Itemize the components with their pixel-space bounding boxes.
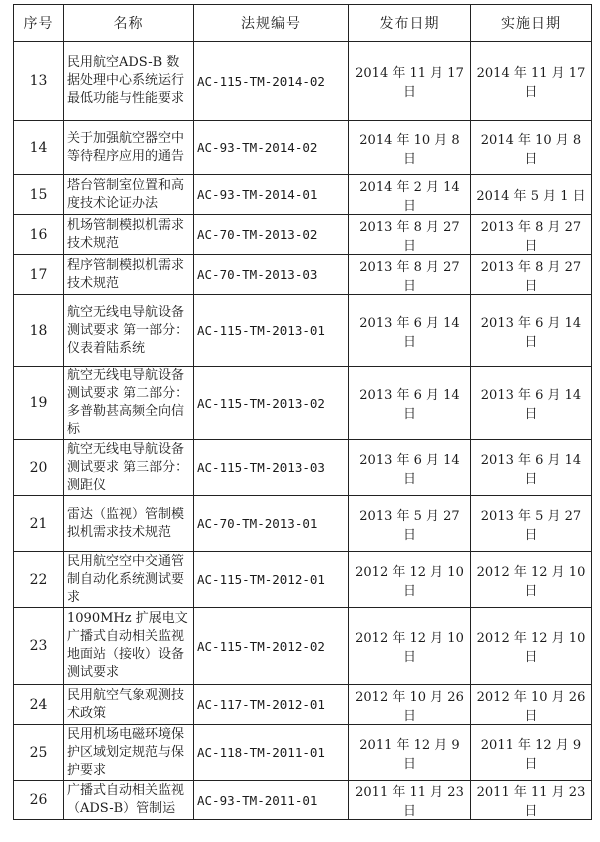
cell-code: AC-115-TM-2012-02 (194, 608, 349, 685)
cell-name: 民用航空ADS-B 数据处理中心系统运行最低功能与性能要求 (64, 42, 194, 121)
cell-seq: 21 (14, 496, 64, 552)
table-row (14, 295, 592, 367)
cell-publish-date: 2012 年 10 月 26 日 (349, 685, 471, 725)
cell-seq: 26 (14, 781, 64, 820)
cell-code: AC-93-TM-2014-01 (194, 175, 349, 215)
cell-name: 航空无线电导航设备测试要求 第二部分：多普勒甚高频全向信标 (64, 367, 194, 440)
cell-effective-date: 2013 年 6 月 14 日 (471, 440, 592, 496)
header-effective-date: 实施日期 (471, 5, 592, 42)
header-name: 名称 (64, 5, 194, 42)
table-row (14, 367, 592, 440)
cell-name: 航空无线电导航设备测试要求 第一部分：仪表着陆系统 (64, 295, 194, 367)
cell-name: 机场管制模拟机需求技术规范 (64, 215, 194, 255)
cell-code: AC-115-TM-2013-01 (194, 295, 349, 367)
table-row (14, 552, 592, 608)
header-publish-date: 发布日期 (349, 5, 471, 42)
cell-effective-date: 2012 年 12 月 10 日 (471, 552, 592, 608)
header-seq: 序号 (14, 5, 64, 42)
table-row (14, 175, 592, 215)
cell-code: AC-115-TM-2013-02 (194, 367, 349, 440)
table-row (14, 685, 592, 725)
table-row (14, 440, 592, 496)
cell-code: AC-93-TM-2014-02 (194, 121, 349, 175)
cell-code: AC-118-TM-2011-01 (194, 725, 349, 781)
cell-publish-date: 2012 年 12 月 10 日 (349, 608, 471, 685)
cell-publish-date: 2013 年 6 月 14 日 (349, 440, 471, 496)
cell-name: 广播式自动相关监视（ADS-B）管制运 (64, 781, 194, 820)
cell-name: 塔台管制室位置和高度技术论证办法 (64, 175, 194, 215)
cell-effective-date: 2013 年 5 月 27 日 (471, 496, 592, 552)
cell-effective-date: 2013 年 6 月 14 日 (471, 295, 592, 367)
cell-name: 程序管制模拟机需求技术规范 (64, 255, 194, 295)
cell-name: 雷达（监视）管制模拟机需求技术规范 (64, 496, 194, 552)
cell-publish-date: 2013 年 8 月 27 日 (349, 215, 471, 255)
table-row (14, 255, 592, 295)
cell-name: 1090MHz 扩展电文广播式自动相关监视地面站（接收）设备测试要求 (64, 608, 194, 685)
cell-effective-date: 2013 年 6 月 14 日 (471, 367, 592, 440)
cell-publish-date: 2014 年 11 月 17 日 (349, 42, 471, 121)
table-row (14, 608, 592, 685)
cell-code: AC-70-TM-2013-03 (194, 255, 349, 295)
cell-effective-date: 2014 年 10 月 8 日 (471, 121, 592, 175)
table-row (14, 121, 592, 175)
cell-seq: 22 (14, 552, 64, 608)
cell-publish-date: 2012 年 12 月 10 日 (349, 552, 471, 608)
cell-seq: 19 (14, 367, 64, 440)
cell-seq: 13 (14, 42, 64, 121)
table-row (14, 215, 592, 255)
cell-code: AC-115-TM-2013-03 (194, 440, 349, 496)
cell-publish-date: 2011 年 11 月 23 日 (349, 781, 471, 820)
cell-effective-date: 2012 年 12 月 10 日 (471, 608, 592, 685)
regulations-table (13, 4, 592, 820)
table-row (14, 781, 592, 820)
cell-seq: 16 (14, 215, 64, 255)
table-row (14, 496, 592, 552)
cell-code: AC-70-TM-2013-02 (194, 215, 349, 255)
cell-seq: 23 (14, 608, 64, 685)
cell-effective-date: 2014 年 5 月 1 日 (471, 175, 592, 215)
cell-name: 航空无线电导航设备测试要求 第三部分：测距仪 (64, 440, 194, 496)
cell-effective-date: 2011 年 11 月 23 日 (471, 781, 592, 820)
cell-publish-date: 2014 年 10 月 8 日 (349, 121, 471, 175)
cell-effective-date: 2013 年 8 月 27 日 (471, 215, 592, 255)
cell-name: 民用机场电磁环境保护区域划定规范与保护要求 (64, 725, 194, 781)
cell-code: AC-93-TM-2011-01 (194, 781, 349, 820)
cell-code: AC-115-TM-2012-01 (194, 552, 349, 608)
cell-seq: 25 (14, 725, 64, 781)
cell-code: AC-115-TM-2014-02 (194, 42, 349, 121)
header-code: 法规编号 (194, 5, 349, 42)
cell-code: AC-117-TM-2012-01 (194, 685, 349, 725)
cell-seq: 24 (14, 685, 64, 725)
cell-publish-date: 2014 年 2 月 14 日 (349, 175, 471, 215)
table-row (14, 725, 592, 781)
cell-seq: 14 (14, 121, 64, 175)
cell-seq: 18 (14, 295, 64, 367)
cell-publish-date: 2013 年 6 月 14 日 (349, 367, 471, 440)
cell-name: 关于加强航空器空中等待程序应用的通告 (64, 121, 194, 175)
cell-publish-date: 2011 年 12 月 9 日 (349, 725, 471, 781)
table-header-row (14, 5, 592, 42)
cell-code: AC-70-TM-2013-01 (194, 496, 349, 552)
cell-name: 民用航空空中交通管制自动化系统测试要求 (64, 552, 194, 608)
cell-publish-date: 2013 年 8 月 27 日 (349, 255, 471, 295)
cell-seq: 20 (14, 440, 64, 496)
cell-name: 民用航空气象观测技术政策 (64, 685, 194, 725)
cell-effective-date: 2013 年 8 月 27 日 (471, 255, 592, 295)
cell-effective-date: 2011 年 12 月 9 日 (471, 725, 592, 781)
cell-seq: 15 (14, 175, 64, 215)
cell-seq: 17 (14, 255, 64, 295)
cell-publish-date: 2013 年 6 月 14 日 (349, 295, 471, 367)
table-row (14, 42, 592, 121)
cell-effective-date: 2014 年 11 月 17 日 (471, 42, 592, 121)
cell-effective-date: 2012 年 10 月 26 日 (471, 685, 592, 725)
cell-publish-date: 2013 年 5 月 27 日 (349, 496, 471, 552)
